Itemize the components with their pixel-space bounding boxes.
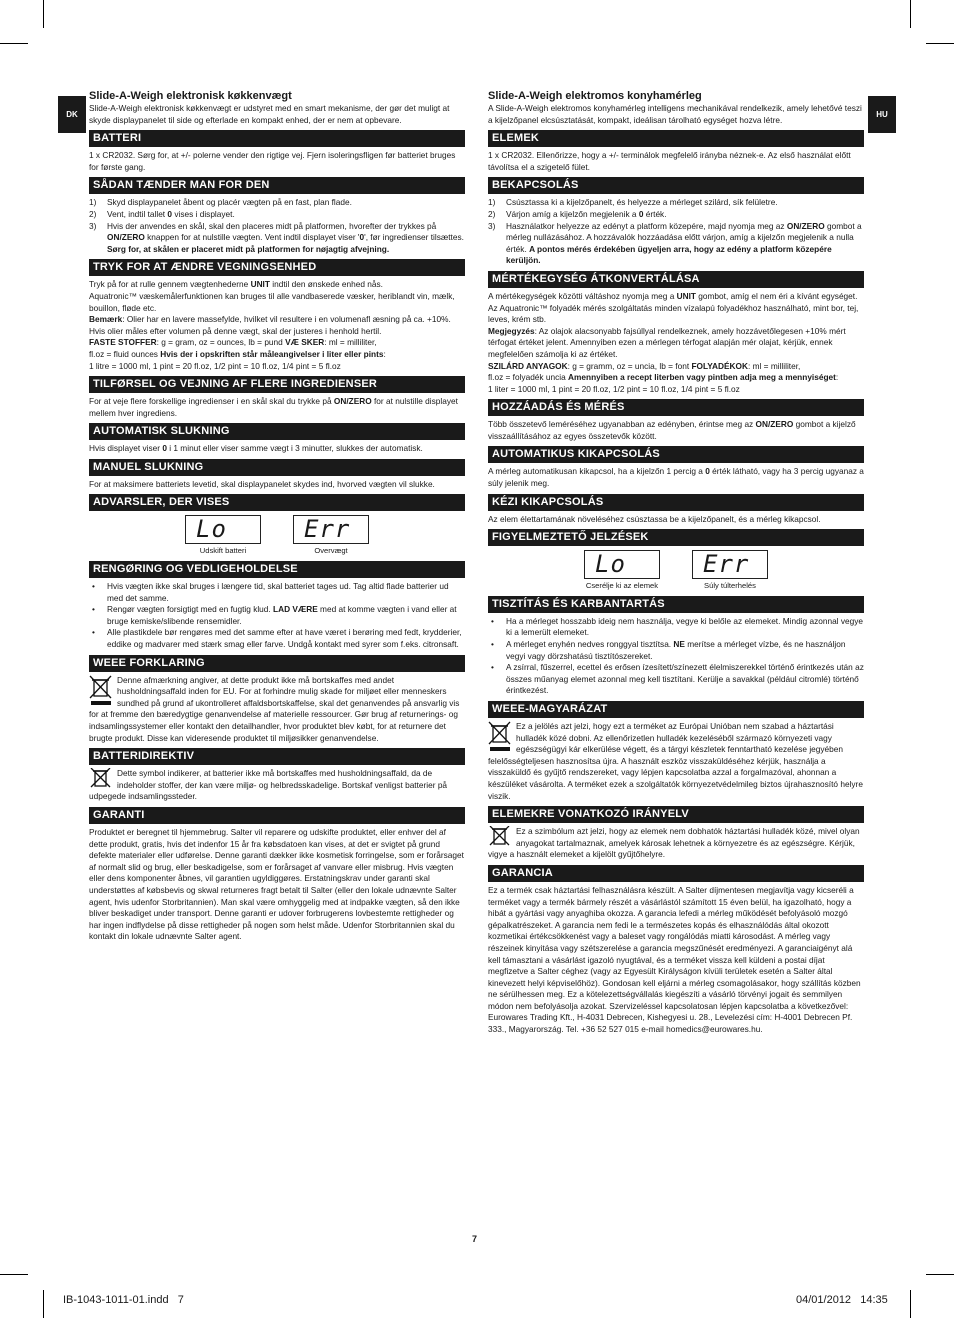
dk-batteri-text: 1 x CR2032. Sørg for, at +/- polerne vender den rigtige vej. Fjern isoleringsfligen før batteriet bruges for første gang. [89,150,456,172]
hu-weee-block [488,721,864,802]
hu-mert-note: Megjegyzés: Az olajok alacsonyabb fajsúllyal rendelkeznek, amely hozzávetőlegesen +10% mért térfogat értéket jelent. Amennyiben ezen a mérlegen térfogat alapján mér olajat, kérjük, ennek megfelelően számolja ki az értéket. [488,325,846,359]
hu-heading-elemir: ELEMEKRE VONATKOZÓ IRÁNYELV [488,806,864,823]
hu-bekap-list [488,197,864,267]
dk-title: Slide-A-Weigh elektronisk køkkenvægt [89,90,292,102]
lcd-display-text: Err [304,515,351,544]
dk-auto-text: Hvis displayet viser 0 i 1 minut eller viser samme vægt i 3 minutter, slukkes der automatisk. [89,443,423,454]
dk-heading-taend: SÅDAN TÆNDER MAN FOR DEN [89,177,465,194]
dk-intro: Slide-A-Weigh elektronisk køkkenvægt er udstyret med en smart mekanisme, der gør det muligt at skyde displaypanelet til side og efterlade en kompakt enhed, der er nem at opbevare. [89,103,450,125]
dk-weee-text: Denne afmærkning angiver, at dette produkt ikke må bortskaffes med andet husholdningsaffald inden for EU. For at forhindre mulig skade for miljøet eller menneskers sundhed på grund af ukontrolleret affaldsbortskaffelse, skal det genanvendes på ansvarlig vis for at fremme den bæredygtige genanvendelse af materielle ressourcer. Gør brug af returnerings- og indsamlingssystemer eller kontakt den detailhandler, hvor produktet blev købt, for at returnere det brugte produkt. Disse kan videresende produktet til miljøsikker genanvendelse. [89,674,460,743]
dk-taend-list [89,197,465,255]
list-item: • Ha a mérleget hosszabb ideig nem használja, vegye ki belőle az elemeket. Mindig azonnal vegye ki a lemerült elemeket. [488,616,864,639]
lcd-display-text: Lo [196,515,227,544]
hu-autokik-text: A mérleg automatikusan kikapcsol, ha a kijelzőn 1 percig a 0 érték látható, vagy ha 3 percig ugyanaz a súly jelenik meg. [488,466,864,489]
footer-file: IB-1043-1011-01.indd 7 [63,1294,184,1306]
hu-mert-units2: fl.oz = folyadék uncia Amennyiben a recept literben vagy pintben adja meg a mennyiséget: [488,372,839,383]
dk-heading-reng: RENGØRING OG VEDLIGEHOLDELSE [89,561,465,578]
hu-mert-aquatronic: Az Aquatronic™ folyadék mérés szolgáltatás minden vízalapú folyadékhoz használható, mint bor, tej, leves, krém stb. [488,302,859,325]
dk-garanti-text: Produktet er beregnet til hjemmebrug. Salter vil reparere og udskifte produktet, eller enhver del af dette produkt, gratis, hvis det indenfor 15 år fra købsdatoen kan vises, at det er svigtet på grund defekte materialer eller udførelse. Denne garanti dækker ikke kosmetisk forringelse, som er forårsaget af normalt slid og brug, eller beskadigelse, som er forårsaget af vanvare eller misbrug. Hvis vægten eller dens komponenter åbnes, vil garantien ugyldiggøres. Erstatningskrav under garanti skal understøttes af købsbevis og skwal returneres fragt betalt til Salter (eller den lokale udnævnte Salter agent, hvis udenfor Storbritannien). Man skal være omhyggelig med at indpakke vægten, så den ikke bliver beskadiget under transport. Denne garanti er udover forbrugerens lovbestemte rettigheder og har ingen indflydelse på disse rettigheder på nogen som helst måde. Udenfor Storbritannien skal du kontakt din lokale udnævnte Salter agent. [89,826,464,942]
hu-heading-weee: WEEE-MAGYARÁZAT [488,701,864,718]
crop-mark [43,0,44,28]
dk-tryk-aquatronic: Aquatronic™ væskemålerfunktionen kan bruges til alle vandbaserede væsker, heriblandt vin, mælk, bouillon, fløde etc. [89,290,455,313]
list-item: • Alle plastikdele bør rengøres med det samme efter at have været i berøring med fedt, krydderier, eddike og madvarer med stærk smag eller farve. Undgå kontakt med syrer som f.eks. citronsaft. [89,627,465,650]
dk-tilf-text: For at veje flere forskellige ingredienser i en skål skal du trykke på ON/ZERO for at nulstille displayet mellem hver ingrediens. [89,396,458,418]
hu-lcd-row [583,550,864,592]
hu-heading-figy: FIGYELMEZTETŐ JELZÉSEK [488,529,864,546]
hu-mert-conversion: 1 liter = 1000 ml, 1 pint = 20 fl.oz, 1/2 pint = 10 fl.oz, 1/4 pint = 5 fl.oz [488,383,740,394]
crop-mark [43,1290,44,1318]
hu-elemek-text: 1 x CR2032. Ellenőrizze, hogy a +/- terminálok megfelelő irányba néznek-e. Az első használat előtt távolítsa el a szigetelő fület. [488,150,851,172]
crossed-bin-icon [488,721,512,751]
language-tab-hu: HU [868,96,896,133]
dk-heading-auto: AUTOMATISK SLUKNING [89,423,465,440]
crossed-bin-icon [89,768,113,788]
hu-kezi-text: Az elem élettartamának növeléséhez csúsztassa be a kijelzőpanelt, és a mérleg kikapcsol. [488,513,821,524]
hu-heading-garancia: GARANCIA [488,865,864,882]
crop-mark [0,43,28,44]
list-item: • Hvis vægten ikke skal bruges i længere tid, skal batteriet tages ud. Tag altid flade batterier ud med det samme. [89,581,465,604]
crop-mark [910,1290,911,1318]
dk-tryk-units2: fl.oz = fluid ounces Hvis der i opskriften står måleangivelser i liter eller pints: [89,348,386,359]
hu-hozza-text: Több összetevő leméréséhez ugyanabban az edényben, érintse meg az ON/ZERO gombot a kijelző visszaállításához az egyes összetevők között. [488,419,856,441]
list-item: • A zsírral, fűszerrel, ecettel és erősen ízesített/színezett élelmiszerekkel történő érintkezés után az összes műanyag elemet azonnal meg kell tisztítani. Kerülje a savakkal (például citromlé) történő érintkezést. [488,662,864,697]
hu-heading-kezi: KÉZI KIKAPCSOLÁS [488,494,864,511]
hu-tiszt-list [488,616,864,697]
lcd-caption: Udskift batteri [199,546,247,556]
hu-weee-text: Ez a jelölés azt jelzi, hogy ezt a terméket az Európai Unióban nem szabad a háztartási hulladék közé dobni. Az ellenőrizetlen hulladék kezeléséből származó környezeti vagy egészségügyi kár elkerülése végett, és a tárgyi készletek fenntartható kezelése jegyében felelősségteljesen hasznosítsa újra. A használt eszköz visszaküldéséhez kérjük, használja a visszaküldő és gyűjtő rendszereket, vagy lépjen kapcsolatba azzal a forgalmazóval, ahonnan a készüléket vásárolta. A terméket ezek a szolgáltatók környezetvédelmileg biztos újrahasznosító helyre viszik. [488,721,863,801]
hu-mert-units: SZILÁRD ANYAGOK: g = gramm, oz = uncia, lb = font FOLYADÉKOK: ml = milliliter, [488,360,801,371]
dk-heading-batteri: BATTERI [89,130,465,147]
crossed-bin-icon [488,826,512,846]
list-item: 3) Használatkor helyezze az edényt a platform közepére, majd nyomja meg az ON/ZERO gombot a mérleg nullázásához. A hozzávalók hozzáadása előtt várjon, amíg a kijelzőn megjelenik a nulla érték. A pontos mérés érdekében ügyeljen arra, hogy az edény a platform közepére kerüljön. [488,220,862,266]
lcd-low-battery [583,550,661,592]
hu-intro: A Slide-A-Weigh elektromos konyhamérleg intelligens mechanikával rendelkezik, amely lehetővé teszi a kijelzőpanel elcsúsztatását, kompakt, ideálisan tárolható egységet hozva létre. [488,103,862,125]
hu-heading-mert: MÉRTÉKEGYSÉG ÁTKONVERTÁLÁSA [488,271,864,288]
dk-heading-weee: WEEE FORKLARING [89,655,465,672]
list-item: 1) Skyd displaypanelet åbent og placér vægten på en fast, plan flade. [89,197,352,208]
dk-weee-block [89,675,465,745]
dk-heading-manuel: MANUEL SLUKNING [89,459,465,476]
dk-lcd-row [184,515,465,557]
crossed-bin-icon [89,675,113,705]
dk-heading-batdir: BATTERIDIREKTIV [89,748,465,765]
crop-mark [926,43,954,44]
dk-heading-tilf: TILFØRSEL OG VEJNING AF FLERE INGREDIENSER [89,376,465,393]
list-item: • Rengør vægten forsigtigt med en fugtig klud. LAD VÆRE med at komme vægten i vand eller at bruge kemiske/slibende rensemidler. [89,604,465,627]
hu-garancia-text: Ez a termék csak háztartási felhasználásra készült. A Salter díjmentesen megjavítja vagy kicseréli a terméket vagy a termék bármely részét a vásárlástól számított 15 éven belül, ha igazolható, hogy a hibát a gyártási vagy anyaghiba okozza. A garancia lefedi a mérleg működését befolyásoló mozgó gépalkatrészeket. A garancia nem fedi le a természetes kopás és elhasználódás által okozott kozmetikai értékcsökkenést vagy a baleset vagy rongálódás miatti károsodást. A mérleg vagy részeinek kinyitása vagy szétszerelése a garancia megszűnését eredményezi. A garanciaigényt alá kell támasztani a vásárlást igazoló nyugtával, és a terméket vissza kell küldeni a postai díjat megfizetve a Salter céghez (vagy az Egyesült Királyságon kívüli területek esetén a Salter által kinevezett helyi képviselőhöz). Gondosan kell eljárni a mérleg csomagolásakor, hogy szállítás közben ne sérülhessen meg. Ez a kötelezettségvállalás kiegészíti a vásárló törvényi jogait és semmilyen módon nem befolyásolja azokat. Szervizeléssel kapcsolatosan lépjen kapcsolatba a következővel: Eurowares Trading Kft., H-4031 Debrecen, Kishegyesi u. 28., Levelezési cím: H-4001 Debrecen Pf. 333., Magyarország. Tel. +36 52 527 015 e-mail homedics@eurowares.hu. [488,884,861,1035]
dk-heading-garanti: GARANTI [89,807,465,824]
hu-title: Slide-A-Weigh elektromos konyhamérleg [488,90,702,102]
dk-tryk-note: Bemærk: Olier har en lavere massefylde, hvilket vil resultere i en volumenafl æsning på ca. +10%. Hvis olier måles efter volumen på denne vægt, skal der justeres i henhold hertil. [89,314,451,336]
list-item: 3) Hvis der anvendes en skål, skal den placeres midt på platformen, hvorefter der trykkes på ON/ZERO knappen for at nulstille vægten. Vent indtil displayet viser '0', før ingredienser tilsættes. Sørg for, at skålen er placeret midt på platformen for nøjagtig afvejning. [89,220,464,254]
lcd-overload [292,515,370,557]
hu-heading-hozza: HOZZÁADÁS ÉS MÉRÉS [488,399,864,416]
hu-heading-elemek: ELEMEK [488,130,864,147]
dk-manuel-text: For at maksimere batteriets levetid, skal displaypanelet skydes ind, hvorved vægten vil slukke. [89,478,435,489]
lcd-caption: Cserélje ki az elemek [585,581,659,591]
crop-mark [926,1274,954,1275]
language-tab-dk: DK [58,96,86,133]
lcd-caption: Overvægt [314,546,348,556]
crop-mark [910,0,911,28]
hu-elemir-text: Ez a szimbólum azt jelzi, hogy az elemek nem dobhatók háztartási hulladék közé, mivel olyan anyagokat tartalmaznak, amelyek károsak lehetnek a környezetre és az egészségre. Kérjük, vigye a használt elemeket a kijelölt gyűjtőhelyre. [488,826,860,860]
hu-heading-autokik: AUTOMATIKUS KIKAPCSOLÁS [488,446,864,463]
dk-tryk-text: Tryk på for at rulle gennem vægtenhederne UNIT indtil den ønskede enhed nås. [89,279,383,290]
dk-tryk-units: FASTE STOFFER: g = gram, oz = ounces, lb = pund VÆ SKER: ml = milliliter, [89,337,377,348]
hu-column [488,89,864,1036]
hu-elemir-block [488,826,864,861]
dk-batdir-block [89,768,465,803]
dk-heading-tryk: TRYK FOR AT ÆNDRE VEGNINGSENHED [89,259,465,276]
dk-reng-list [89,581,465,651]
list-item: 2) Vent, indtil tallet 0 vises i displayet. [89,208,235,219]
hu-heading-bekap: BEKAPCSOLÁS [488,177,864,194]
hu-mert-text: A mértékegységek közötti váltáshoz nyomja meg a UNIT gombot, amíg el nem éri a kívánt egységet. [488,290,858,301]
list-item: • A mérleget enyhén nedves ronggyal tisztítsa. NE merítse a mérleget vízbe, és ne használjon vegyi vagy dörzshatású tisztítószereket. [488,639,864,662]
crop-mark [0,1274,28,1275]
lcd-low-battery [184,515,262,557]
dk-batdir-text: Dette symbol indikerer, at batterier ikke må bortskaffes med husholdningsaffald, da de indeholder stoffer, der kan være miljø- og helbredsskadelige. Bortskaf venligst batterier på udpegede indsamlingssteder. [89,768,448,802]
hu-heading-tiszt: TISZTÍTÁS ÉS KARBANTARTÁS [488,596,864,613]
dk-tryk-conversion: 1 litre = 1000 ml, 1 pint = 20 fl.oz, 1/2 pint = 10 fl.oz, 1/4 pint = 5 fl.oz [89,360,341,371]
page-number: 7 [472,1234,478,1244]
lcd-overload [691,550,769,592]
lcd-display-text: Lo [595,550,626,579]
list-item: 1) Csúsztassa ki a kijelzőpanelt, és helyezze a mérleget szilárd, sík felületre. [488,197,778,208]
lcd-caption: Súly túlterhelés [704,581,756,591]
list-item: 2) Várjon amíg a kijelzőn megjelenik a 0 érték. [488,208,667,219]
lcd-display-text: Err [703,550,750,579]
dk-heading-advars: ADVARSLER, DER VISES [89,494,465,511]
footer-date: 04/01/2012 14:35 [796,1294,888,1306]
dk-column [89,89,465,943]
